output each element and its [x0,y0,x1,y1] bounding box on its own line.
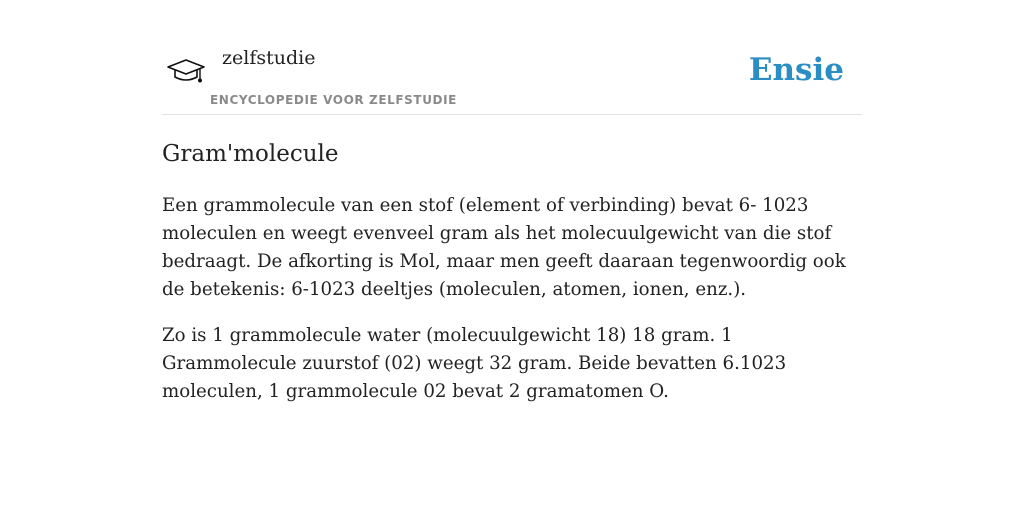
article-title: Gram'molecule [162,141,339,167]
ensie-logo-link[interactable]: Ensie [748,52,844,88]
site-name-link[interactable]: zelfstudie [222,47,316,69]
article-paragraph: Zo is 1 grammolecule water (molecuulgewicht 18) 18 gram. 1 Grammolecule zuurstof (02) weegt 32 gram. Beide bevatten 6.1023 moleculen, 1 grammolecule 02 bevat 2 gramatomen O. [162,325,787,402]
graduation-cap-icon[interactable] [166,56,206,88]
article [162,138,862,424]
site-header [162,40,862,115]
article-paragraph: Een grammolecule van een stof (element of verbinding) bevat 6- 1023 moleculen en weegt evenveel gram als het molecuulgewicht van die stof bedraagt. De afkorting is Mol, maar men geeft daaraan tegenwoordig ook de betekenis: 6-1023 deeltjes (moleculen, atomen, ionen, enz.). [162,195,846,300]
site-tagline: ENCYCLOPEDIE VOOR ZELFSTUDIE [210,93,457,107]
